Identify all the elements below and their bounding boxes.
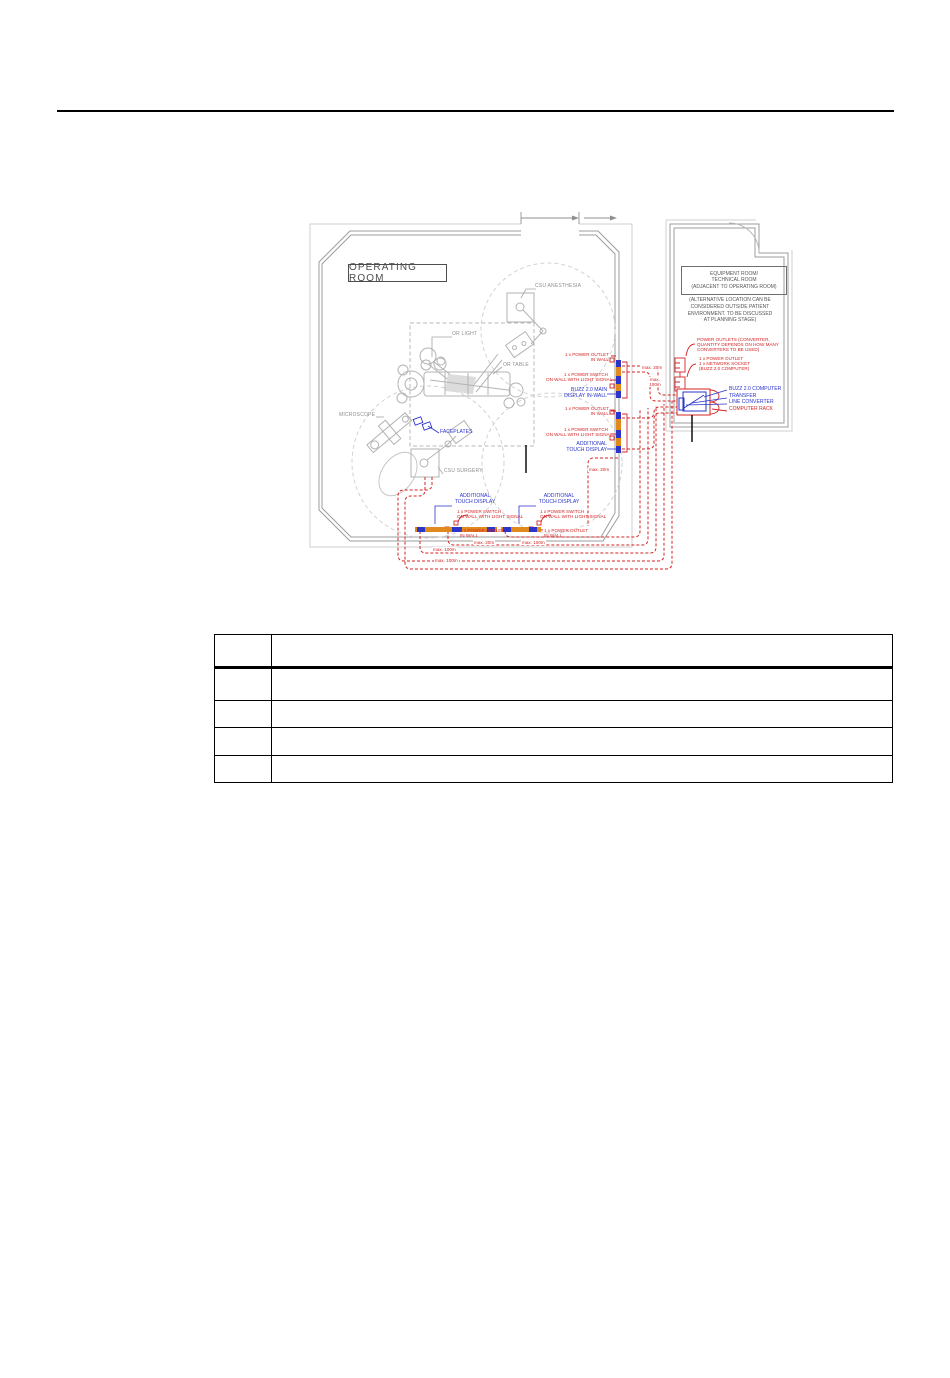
label-line: (BUZZ 2.0 COMPUTER) <box>699 366 750 372</box>
label-microscope: MICROSCOPE <box>339 412 376 418</box>
dim-max-100m-bottom-a: max. 100m <box>522 540 545 545</box>
dim-max-100m-bottom-b: max. 100m <box>433 547 456 552</box>
label-line: ON WALL WITH LIGHT SIGNAL <box>546 432 613 438</box>
label-line: TECHNICAL ROOM <box>711 277 757 284</box>
additional-touch-display-bottom-2 <box>501 527 541 532</box>
label-line: (ALTERNATIVE LOCATION CAN BE <box>689 297 771 303</box>
label-line: ADDITIONAL <box>459 493 491 499</box>
label-line: 100m <box>649 382 661 388</box>
legend-cell <box>215 755 272 782</box>
legend-cell <box>272 635 893 668</box>
label-line: 1 x POWER SWITCH <box>540 509 585 514</box>
table-row <box>215 755 893 782</box>
label-power-outlet-bottom-1 <box>460 528 504 538</box>
buzz-main-display-in-wall <box>616 360 621 398</box>
label-line: ON WALL WITH LIGHT SIGNAL <box>546 377 613 383</box>
legend-cell <box>215 700 272 727</box>
dim-max-20m-rightwall: max. 20m <box>589 467 610 472</box>
label-line: TOUCH DISPLAY <box>454 498 496 505</box>
label-line: 1 x POWER OUTLET <box>699 356 744 361</box>
dim-max-100m-bottom-c: max. 100m <box>435 558 458 563</box>
label-power-outlet-2 <box>564 406 609 416</box>
label-transfer: TRANSFER <box>729 393 757 399</box>
label-csu-surgery: CSU SURGERY <box>444 468 483 474</box>
label-computer-rack: COMPUTER RACK <box>729 406 773 412</box>
label-line: ENVIRONMENT. TO BE DISCUSSED <box>687 310 773 317</box>
label-line: CONSIDERED OUTSIDE PATIENT <box>690 303 770 310</box>
label-buzz-main-display <box>560 388 607 399</box>
operating-room-title: OPERATING ROOM <box>348 264 447 282</box>
label-line-converter: LINE CONVERTER <box>729 399 774 405</box>
label-line: 1 x POWER SWITCH <box>563 427 608 432</box>
table-row <box>215 667 893 700</box>
callout-stems <box>526 415 692 473</box>
label-power-outlet-bottom-2 <box>544 528 588 538</box>
legend-table <box>214 634 893 783</box>
label-line: ON WALL WITH LIGHT SIGNAL <box>540 514 607 520</box>
csu-anesthesia-boom <box>506 293 546 358</box>
table-row <box>215 728 893 755</box>
label-line: TOUCH DISPLAY <box>566 446 607 453</box>
label-power-switch-bottom-1 <box>457 509 523 519</box>
label-line: 1 x POWER SWITCH <box>457 509 502 514</box>
legend-cell <box>272 667 893 700</box>
equipment-room-alternative-note <box>675 297 785 324</box>
label-line: IN WALL <box>590 357 609 363</box>
legend-cell <box>272 755 893 782</box>
label-line: 1 x POWER OUTLET <box>460 528 505 533</box>
label-line: IN WALL <box>460 533 479 539</box>
label-line: 1 x POWER OUTLET <box>544 528 589 533</box>
table-row <box>215 700 893 727</box>
table-header-row <box>215 635 893 668</box>
label-line: 1 x POWER OUTLET <box>564 352 609 357</box>
label-line: TOUCH DISPLAY <box>538 498 580 505</box>
label-additional-touch-bottom-1 <box>446 494 504 505</box>
label-line: ON WALL WITH LIGHT SIGNAL <box>457 514 524 520</box>
label-faceplates: FACEPLATES <box>440 429 473 435</box>
label-line: (ADJACENT TO OPERATING ROOM) <box>691 283 777 290</box>
label-line: EQUIPMENT ROOM/ <box>710 270 758 277</box>
dim-max-100m-stacked <box>645 377 665 387</box>
label-power-outlet-1 <box>564 352 609 362</box>
label-or-table: OR TABLE <box>503 362 529 368</box>
label-line: 1 x POWER SWITCH <box>563 372 608 377</box>
label-power-switch-bottom-2 <box>540 509 606 519</box>
label-outlet-network-socket <box>699 356 750 371</box>
label-line: 1 x NETWORK SOCKET <box>699 361 751 367</box>
label-additional-touch-bottom-2 <box>530 494 588 505</box>
door-arrow-icon <box>521 216 617 221</box>
label-buzz-computer: BUZZ 2.0 COMPUTER <box>729 386 782 392</box>
legend-cell <box>272 728 893 755</box>
label-power-switch-1 <box>546 372 613 383</box>
label-line: DISPLAY IN-WALL <box>564 392 607 399</box>
label-line: IN WALL <box>544 533 563 539</box>
legend-cell <box>272 700 893 727</box>
label-line: IN WALL <box>590 411 609 417</box>
equipment-room-title <box>681 266 787 295</box>
label-line: BUZZ 2.0 MAIN <box>571 387 607 393</box>
label-line: CONVERTERS TO BE USED) <box>697 347 760 353</box>
label-additional-touch-right <box>560 442 607 453</box>
label-power-outlets-converter <box>697 337 779 352</box>
dim-max-20m-top: max. 20m <box>642 365 663 370</box>
label-line: ADDITIONAL <box>543 493 575 499</box>
label-line: 1 x POWER OUTLET <box>564 406 609 411</box>
label-power-switch-2 <box>546 427 613 438</box>
legend-cell <box>215 728 272 755</box>
label-line: AT PLANNING STAGE) <box>703 317 757 324</box>
legend-cell <box>215 667 272 700</box>
legend-cell <box>215 635 272 668</box>
additional-touch-display-right-wall <box>616 412 621 453</box>
label-or-light: OR LIGHT <box>452 331 478 337</box>
label-line: POWER OUTLETS (CONVERTER, <box>697 337 770 342</box>
label-line: max. <box>650 377 660 382</box>
dim-max-20m-bottom: max. 20m <box>474 540 495 545</box>
faceplates-marker <box>413 417 432 430</box>
label-line: ADDITIONAL <box>576 441 607 447</box>
label-line: QUANTITY DEPENDS ON HOW MANY <box>697 342 779 348</box>
label-csu-anesthesia: CSU ANESTHESIA <box>535 283 582 289</box>
